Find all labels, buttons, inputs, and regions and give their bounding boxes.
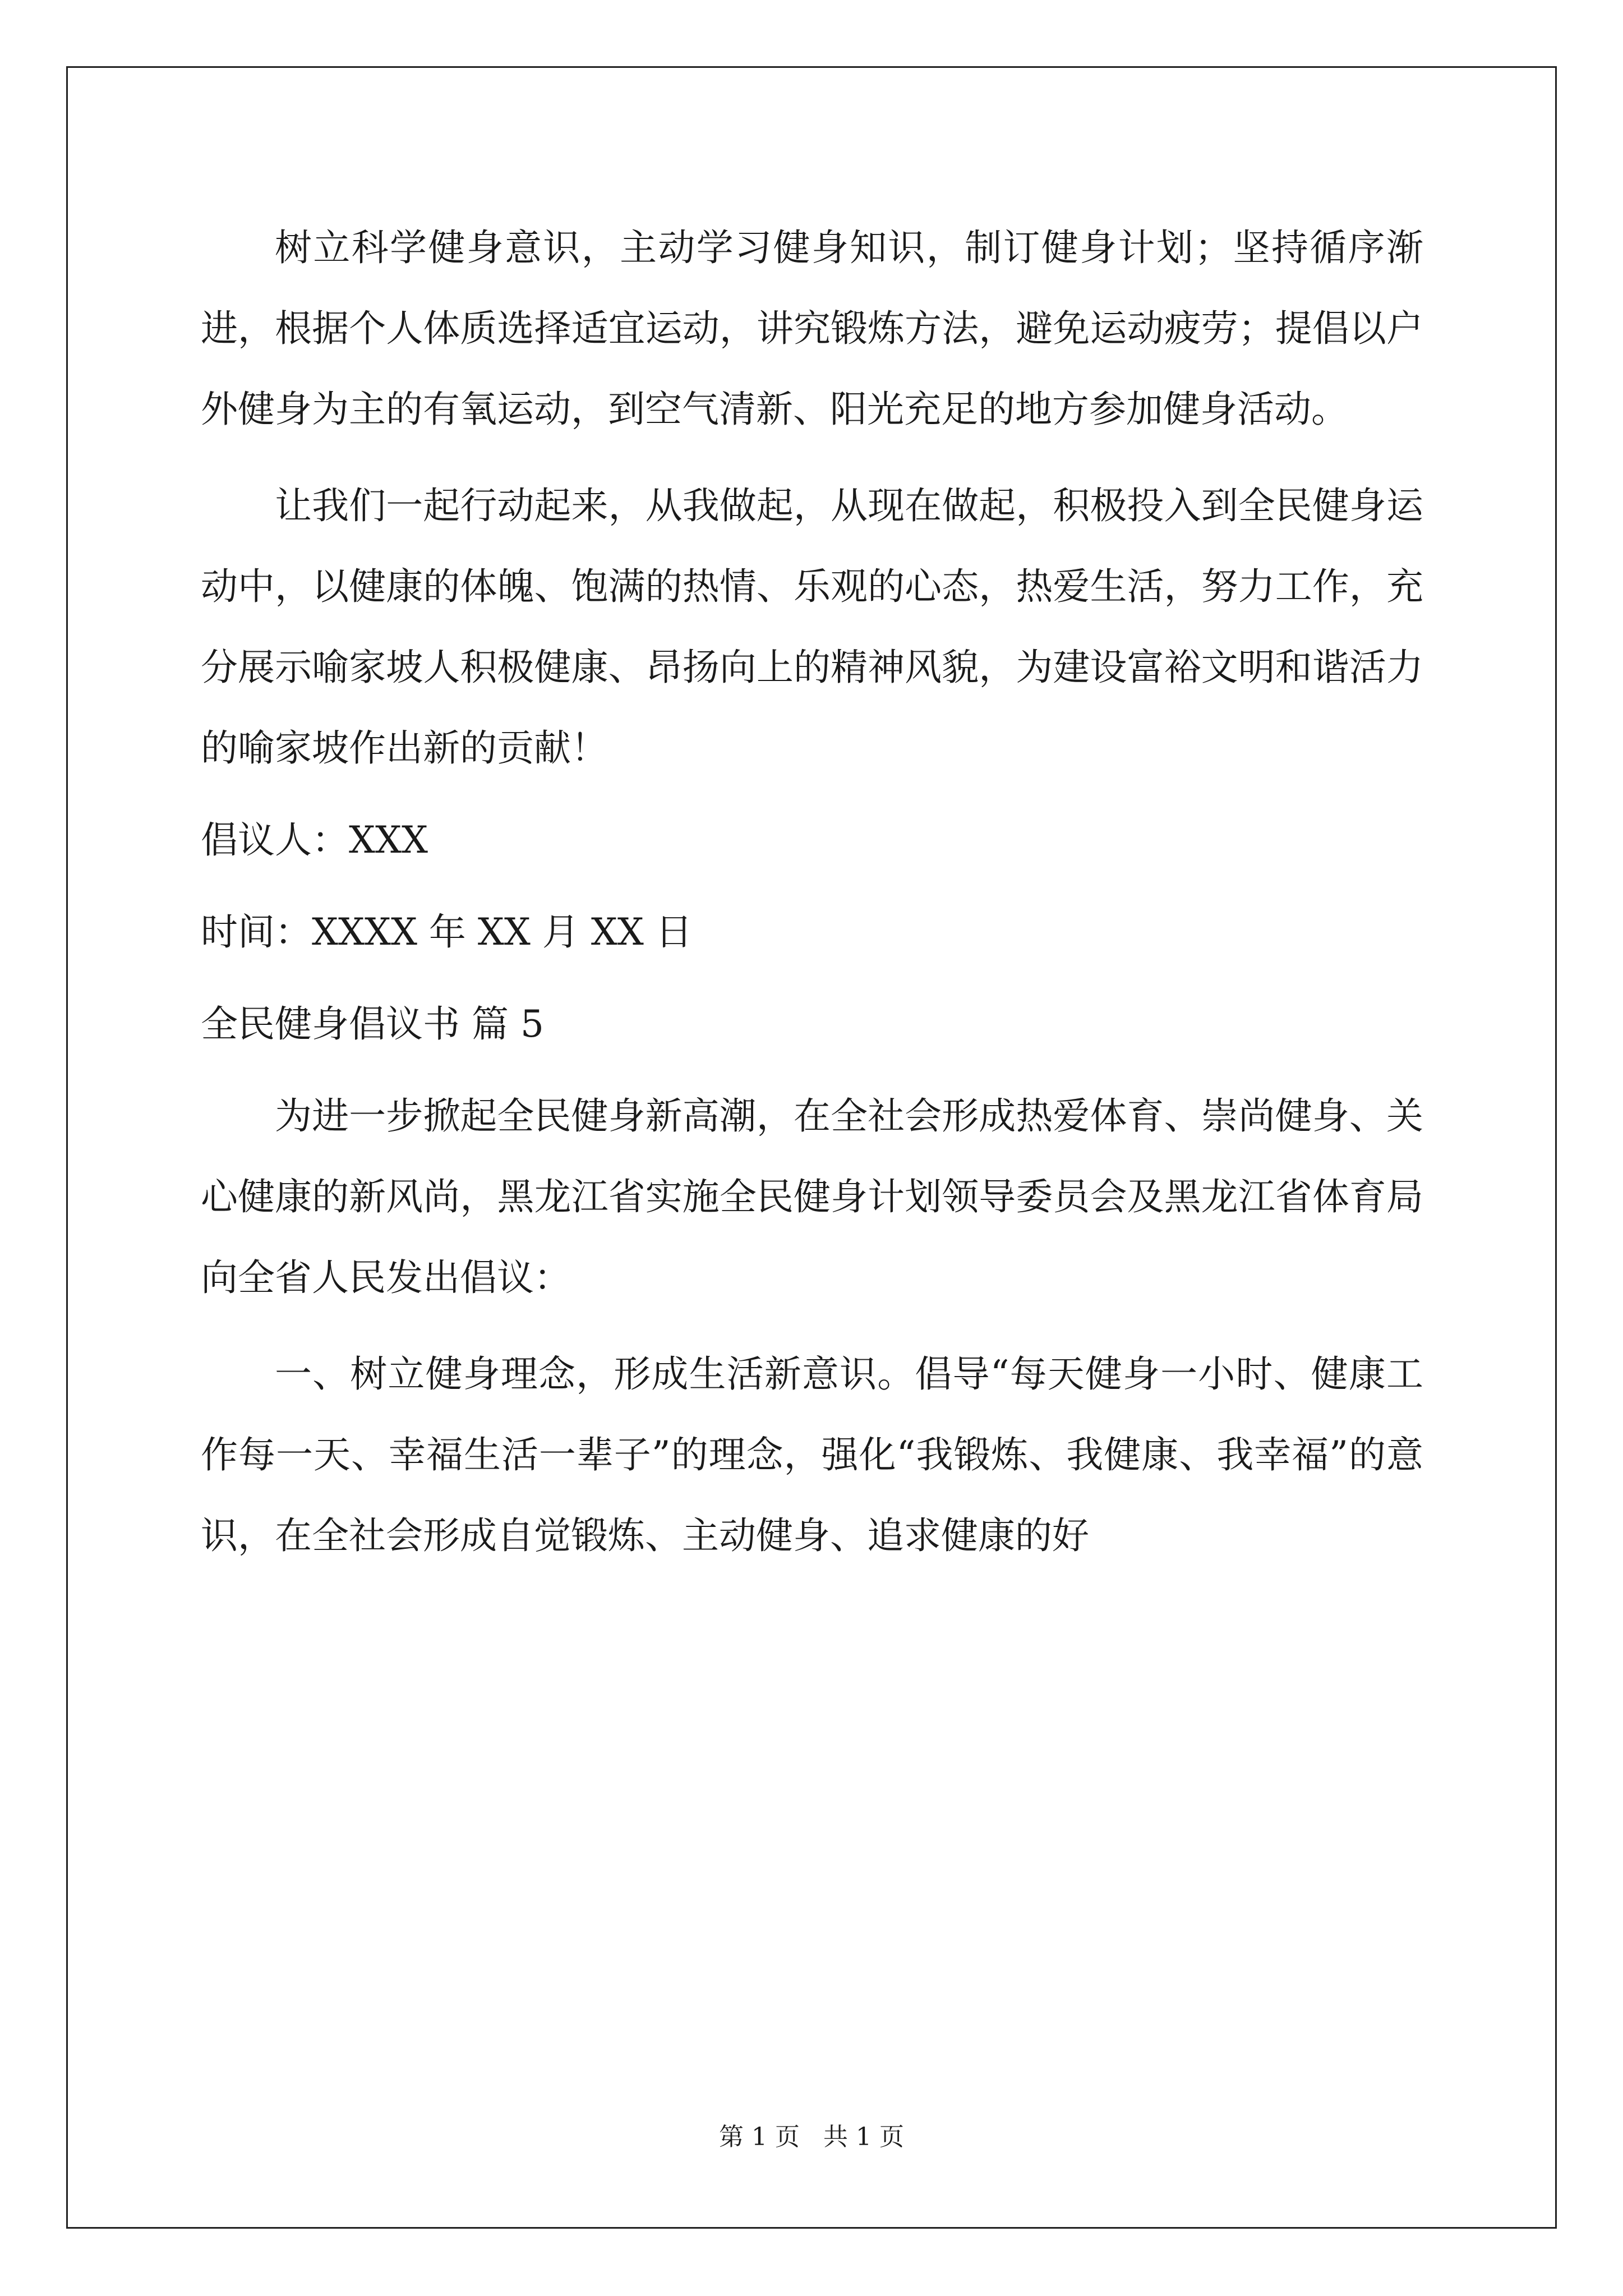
paragraph-initiative-one: 一、树立健身理念，形成生活新意识。倡导“每天健身一小时、健康工作每一天、幸福生活一辈子”的理念，强化“我锻炼、我健康、我幸福”的意识，在全社会形成自觉锻炼、主动健身、追求健康的好: [201, 1352, 1423, 1557]
document-body: [201, 208, 1423, 1576]
paragraph-call-to-action: 让我们一起行动起来，从我做起，从现在做起，积极投入到全民健身运动中，以健康的体魄、饱满的热情、乐观的心态，热爱生活，努力工作，充分展示喻家坡人积极健康、昂扬向上的精神风貌，为建设富裕文明和谐活力的喻家坡作出新的贡献！: [201, 484, 1423, 770]
section-title: 全民健身倡议书 篇 5: [201, 1002, 544, 1046]
paragraph-fitness-awareness: 树立科学健身意识，主动学习健身知识，制订健身计划；坚持循序渐进，根据个人体质选择适宜运动，讲究锻炼方法，避免运动疲劳；提倡以户外健身为主的有氧运动，到空气清新、阳光充足的地方参加健身活动。: [201, 226, 1423, 431]
date-line: 时间：XXXX 年 XX 月 XX 日: [201, 910, 693, 954]
page-number-label: 第 1 页 共 1 页: [719, 2123, 904, 2151]
initiator-line: 倡议人：XXX: [201, 818, 428, 862]
paragraph-initiative-intro: 为进一步掀起全民健身新高潮，在全社会形成热爱体育、崇尚健身、关心健康的新风尚，黑龙江省实施全民健身计划领导委员会及黑龙江省体育局向全省人民发出倡议：: [201, 1094, 1423, 1299]
page-footer: [0, 2120, 1623, 2154]
